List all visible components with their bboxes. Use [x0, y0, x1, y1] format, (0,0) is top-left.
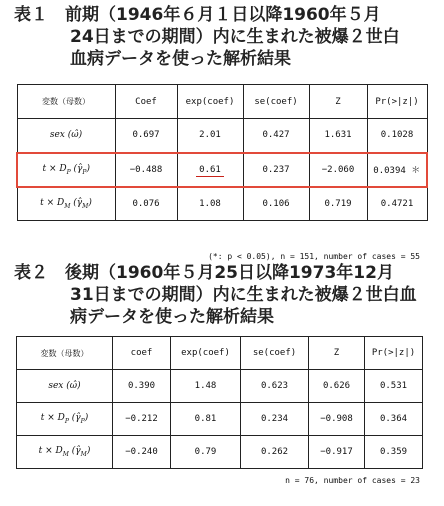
table2-header-coef: coef [113, 337, 171, 370]
row-label-main: sex [49, 130, 65, 141]
table2-title-line2: 31日までの期間）内に生まれた被爆２世白血 [70, 285, 417, 305]
exp-coef-cell: 0.79 [171, 436, 241, 469]
z-cell: −2.060 [309, 153, 367, 187]
row-label-main: t × D [42, 163, 67, 174]
table2-title-line1: 表２ 後期（1960年５月25日以降1973年12月 [14, 263, 394, 283]
row-label-param: (ω̂) [66, 381, 81, 391]
table2 [16, 336, 423, 469]
se-coef-cell: 0.262 [241, 436, 309, 469]
p-cell: 0.364 [365, 403, 423, 436]
row-label-param: (γ̂ [73, 163, 83, 174]
row-label-param: (γ̂ [71, 413, 81, 424]
table1-note: (*: p < 0.05), n = 151, number of cases = 55 [208, 252, 420, 261]
row-label-main: t × D [38, 446, 63, 457]
table2-title-line3: 病データを使った解析結果 [70, 307, 274, 327]
row-label-param: (ω̂) [67, 130, 83, 141]
table2-header-p: Pr(>|z|) [365, 337, 423, 370]
se-coef-cell: 0.623 [241, 370, 309, 403]
exp-coef-cell: 1.48 [171, 370, 241, 403]
row-label-param-sub: M [80, 450, 87, 458]
table2-note: n = 76, number of cases = 23 [285, 476, 420, 485]
se-coef-cell: 0.234 [241, 403, 309, 436]
table1 [16, 84, 428, 221]
table2-header-se-coef: se(coef) [241, 337, 309, 370]
coef-cell: 0.697 [115, 119, 177, 153]
p-cell: 0.4721 [367, 187, 427, 221]
row-label-param: (γ̂ [73, 197, 83, 208]
row-label: $t \times D_P$ $(\gammâ_P)$ [17, 153, 115, 187]
p-cell: 0.359 [365, 436, 423, 469]
row-label [17, 370, 113, 403]
row-label-sub: M [62, 450, 69, 458]
se-coef-cell: 0.237 [243, 153, 309, 187]
coef-cell: 0.390 [113, 370, 171, 403]
table1-header-z: Z [309, 85, 367, 119]
row-label-main: t × D [40, 197, 65, 208]
se-coef-cell: 0.427 [243, 119, 309, 153]
row-label-sub: P [64, 417, 69, 425]
row-label-main: sex [48, 381, 64, 391]
table-row-highlighted [17, 153, 427, 187]
table2-header-variable: 変数（母数） [17, 337, 113, 370]
exp-coef-cell: 0.81 [171, 403, 241, 436]
table1-header-row [17, 85, 427, 119]
z-cell: −0.908 [309, 403, 365, 436]
table1-title [14, 4, 434, 70]
table2-header-exp-coef: exp(coef) [171, 337, 241, 370]
table-row [17, 403, 423, 436]
row-label-main: t × D [40, 413, 65, 424]
row-label: $t \times D_P$ $(\gammâ_P)$ [17, 403, 113, 436]
row-label-sub: P [66, 168, 71, 176]
p-cell: 0.1028 [367, 119, 427, 153]
coef-cell: 0.076 [115, 187, 177, 221]
table1-header-se-coef: se(coef) [243, 85, 309, 119]
table2-title [14, 262, 434, 328]
coef-cell: −0.488 [115, 153, 177, 187]
table1-title-line2: 24日までの期間）内に生まれた被爆２世白 [70, 27, 400, 47]
p-cell: 0.531 [365, 370, 423, 403]
z-cell: −0.917 [309, 436, 365, 469]
coef-cell: −0.212 [113, 403, 171, 436]
table1-header-p: Pr(>|z|) [367, 85, 427, 119]
table2-header-row [17, 337, 423, 370]
table-row [17, 436, 423, 469]
exp-coef-cell: 1.08 [177, 187, 243, 221]
row-label-param-sub: P [82, 168, 87, 176]
table2-header-z: Z [309, 337, 365, 370]
row-label-sub: M [64, 202, 71, 210]
row-label-param-sub: P [80, 417, 85, 425]
p-cell: 0.0394 ＊ [367, 153, 427, 187]
se-coef-cell: 0.106 [243, 187, 309, 221]
exp-coef-underlined: 0.61 [196, 165, 224, 177]
exp-coef-cell: 2.01 [177, 119, 243, 153]
table1-title-line3: 血病データを使った解析結果 [70, 49, 291, 69]
z-cell: 0.719 [309, 187, 367, 221]
table-row [17, 119, 427, 153]
table1-header-coef: Coef [115, 85, 177, 119]
table1-header-variable: 変数（母数） [17, 85, 115, 119]
coef-cell: −0.240 [113, 436, 171, 469]
z-cell: 0.626 [309, 370, 365, 403]
table1-header-exp-coef: exp(coef) [177, 85, 243, 119]
row-label-param: (γ̂ [71, 446, 81, 457]
table1-title-line1: 表１ 前期（1946年６月１日以降1960年５月 [14, 5, 381, 25]
row-label [17, 119, 115, 153]
table-row [17, 187, 427, 221]
z-cell: 1.631 [309, 119, 367, 153]
row-label: $t \times D_M$ $(\gammâ_M)$ [17, 436, 113, 469]
exp-coef-cell [177, 153, 243, 187]
row-label-param-sub: M [82, 202, 89, 210]
row-label: $t \times D_M$ $(\gammâ_M)$ [17, 187, 115, 221]
table-row [17, 370, 423, 403]
